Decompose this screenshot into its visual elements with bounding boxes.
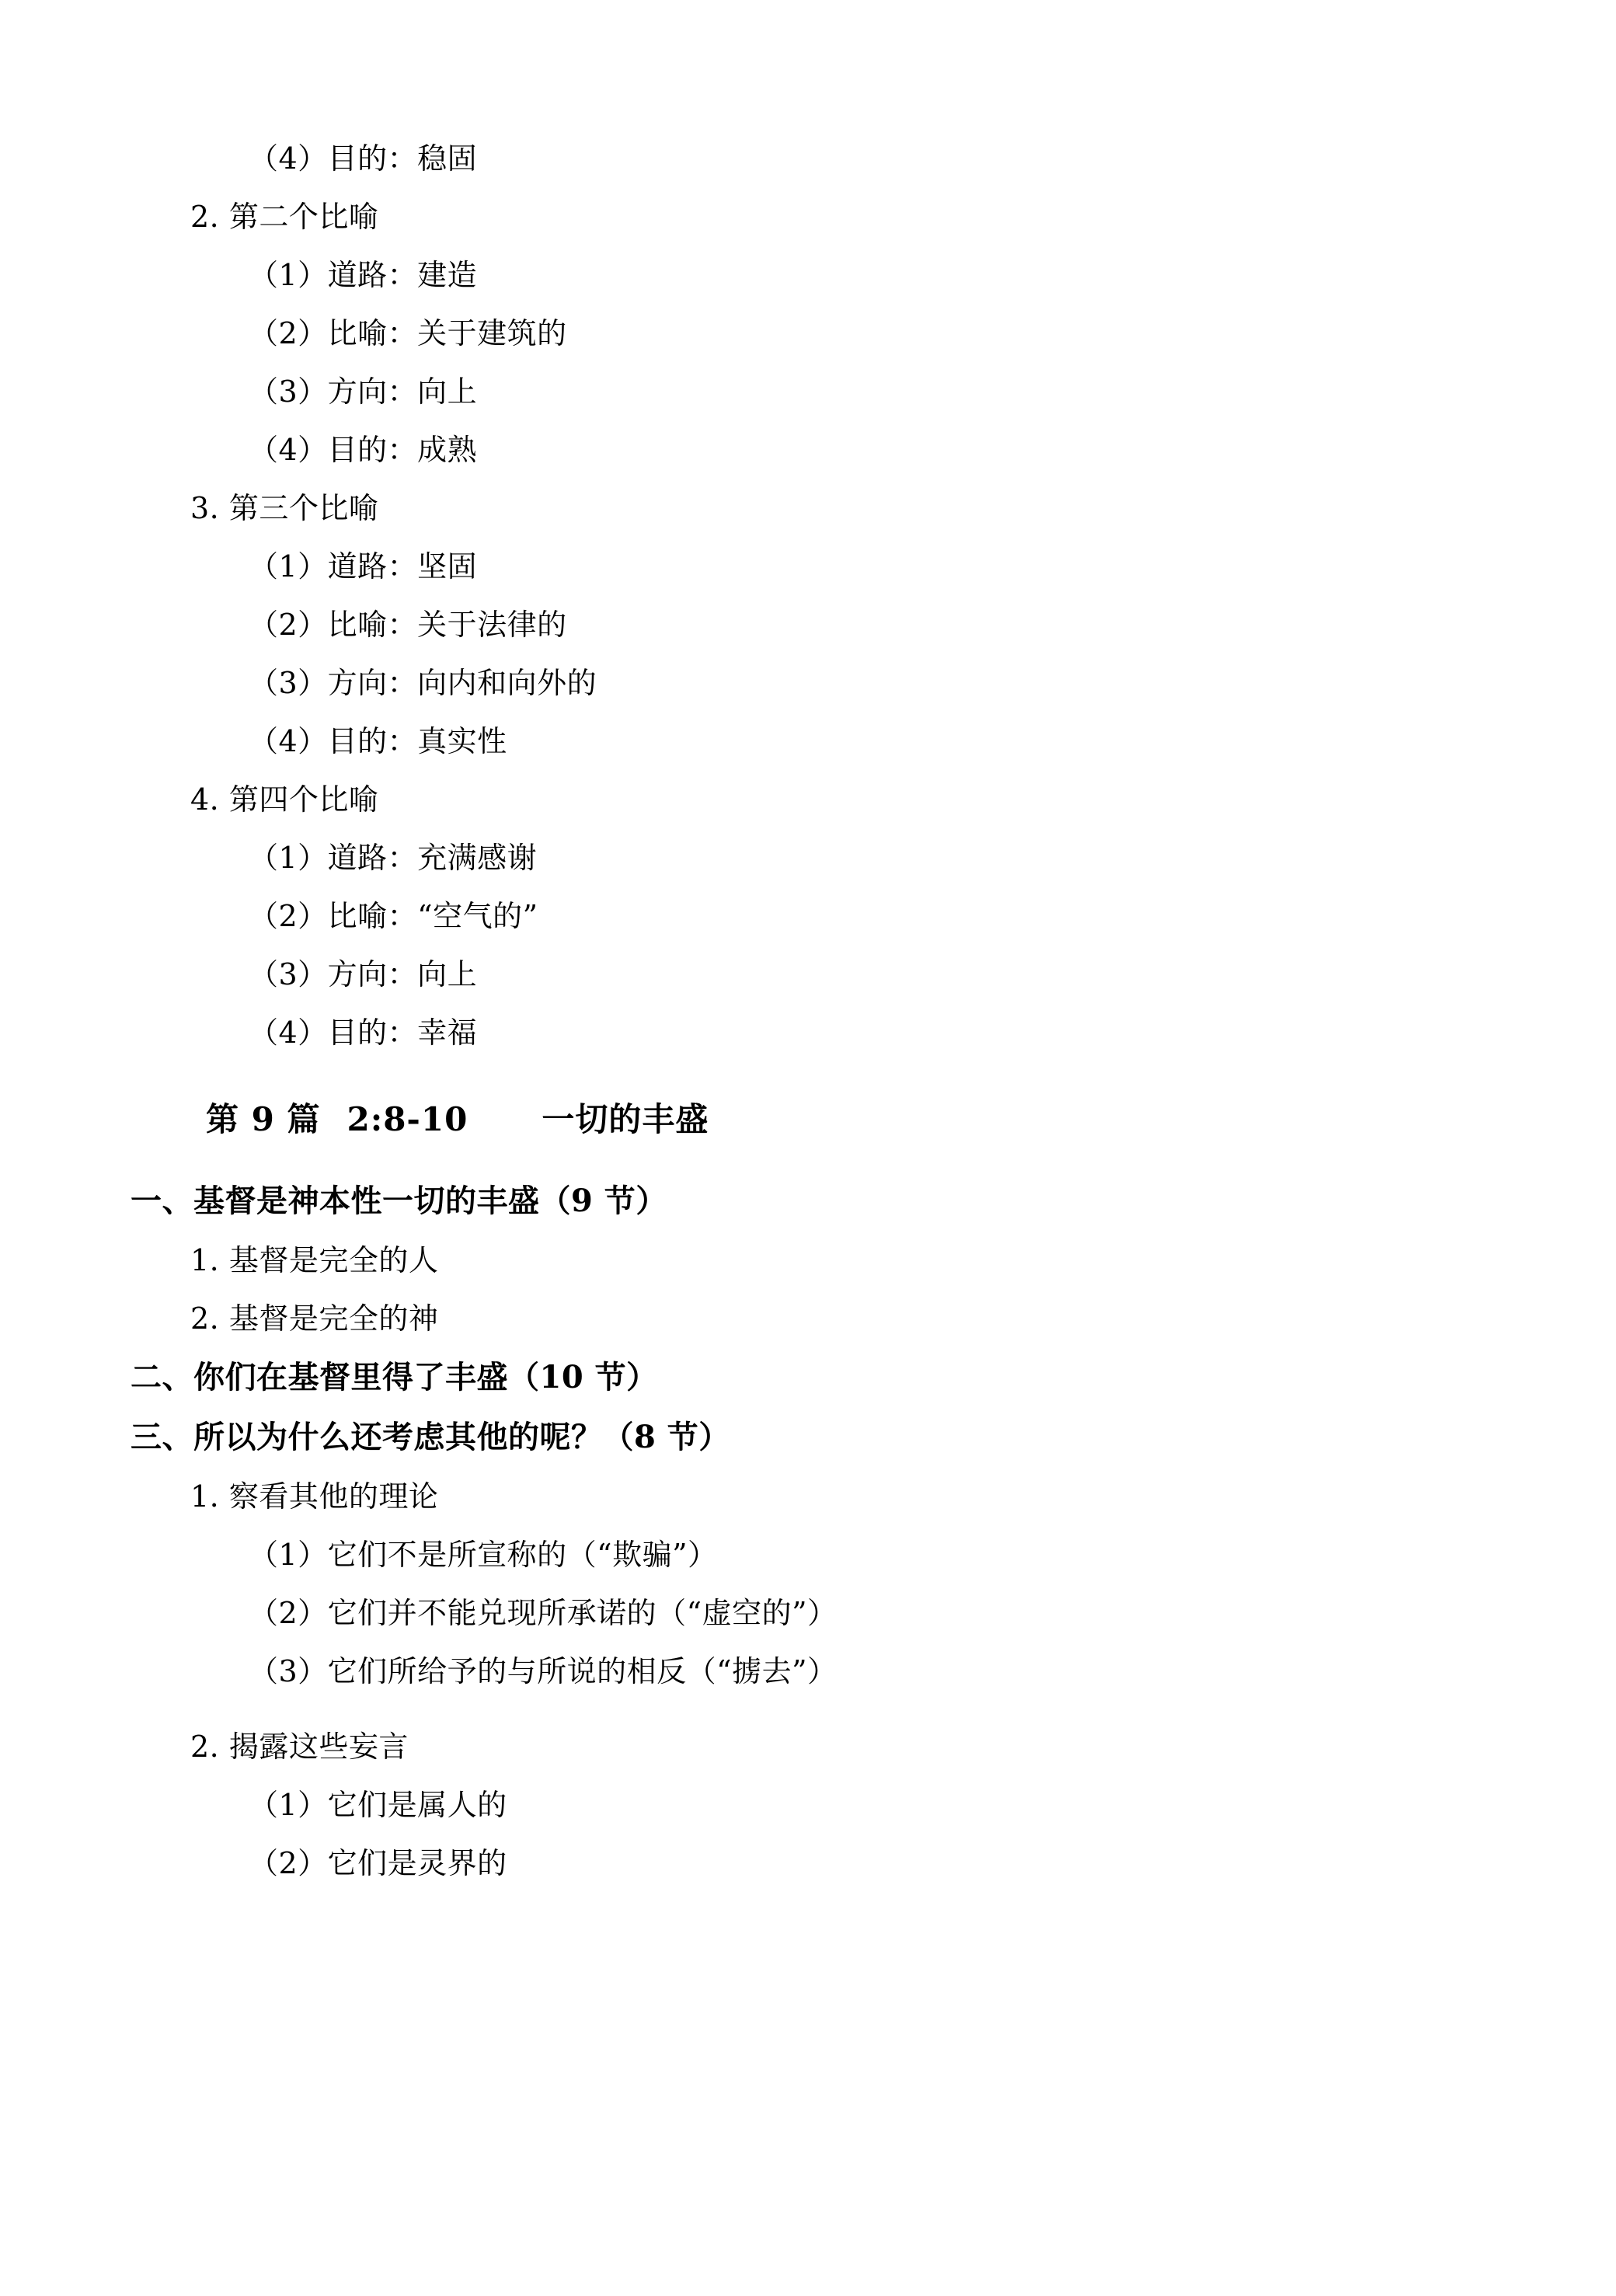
outline-item: 1. 基督是完全的人 bbox=[190, 1243, 439, 1277]
outline-item: （3）方向：向上 bbox=[249, 957, 478, 991]
outline-item: （3）它们所给予的与所说的相反（“掳去”） bbox=[249, 1654, 838, 1688]
outline-item: （4）目的：真实性 bbox=[249, 724, 507, 758]
section-reference: 2:8-10 bbox=[347, 1100, 468, 1138]
outline-item: （4）目的：成熟 bbox=[249, 433, 478, 467]
outline-section-body bbox=[117, 1183, 1499, 1880]
outline-item: （1）它们不是所宣称的（“欺骗”） bbox=[249, 1538, 718, 1572]
outline-fragment-top bbox=[117, 141, 1499, 1050]
outline-item: （2）比喻：关于法律的 bbox=[249, 608, 567, 642]
outline-item: （4）目的：稳固 bbox=[249, 141, 478, 176]
outline-item: 三、所以为什么还考虑其他的呢？（8 节） bbox=[131, 1419, 730, 1455]
outline-item: 1. 察看其他的理论 bbox=[190, 1479, 439, 1514]
outline-item: （2）比喻：关于建筑的 bbox=[249, 316, 567, 350]
outline-item: 二、你们在基督里得了丰盛（10 节） bbox=[131, 1359, 658, 1395]
outline-item: （4）目的：幸福 bbox=[249, 1016, 478, 1050]
outline-item: （2）它们是灵界的 bbox=[249, 1846, 507, 1880]
outline-item: （1）道路：充满感谢 bbox=[249, 841, 538, 875]
outline-item: 2. 第二个比喻 bbox=[190, 200, 379, 234]
outline-item: （1）它们是属人的 bbox=[249, 1788, 507, 1822]
outline-item: 一、基督是神本性一切的丰盛（9 节） bbox=[131, 1183, 667, 1219]
document-body bbox=[117, 141, 1499, 1880]
outline-item: （3）方向：向上 bbox=[249, 375, 478, 409]
outline-item: 3. 第三个比喻 bbox=[190, 491, 379, 525]
outline-item: （1）道路：建造 bbox=[249, 258, 478, 292]
section-title-text: 一切的丰盛 bbox=[542, 1100, 709, 1138]
section-number: 第 9 篇 bbox=[206, 1100, 321, 1138]
outline-item: （1）道路：坚固 bbox=[249, 549, 478, 584]
outline-item: （2）它们并不能兑现所承诺的（“虚空的”） bbox=[249, 1596, 838, 1630]
outline-item: （3）方向：向内和向外的 bbox=[249, 666, 597, 700]
outline-item: 2. 揭露这些妄言 bbox=[190, 1730, 409, 1764]
outline-item: 4. 第四个比喻 bbox=[190, 782, 379, 817]
section-heading bbox=[206, 1094, 1499, 1141]
outline-item: 2. 基督是完全的神 bbox=[190, 1301, 439, 1336]
outline-item: （2）比喻：“空气的” bbox=[249, 899, 538, 933]
